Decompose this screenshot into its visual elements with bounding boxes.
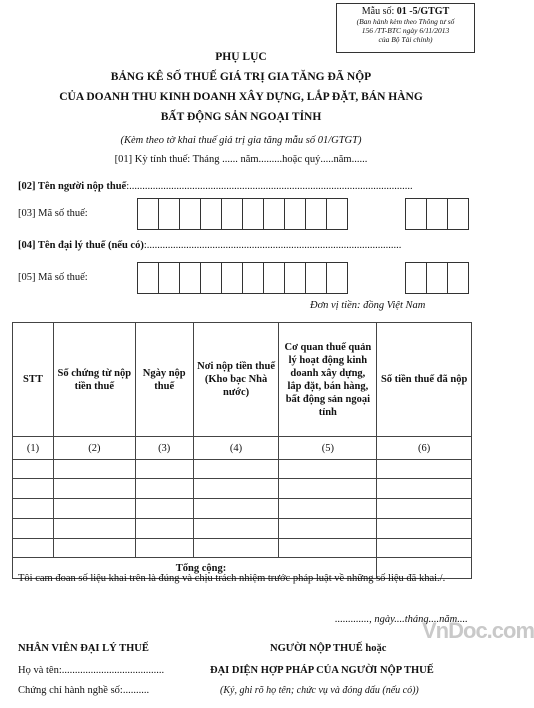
tax-period-line[interactable]: [01] Kỳ tính thuế: Tháng ...... năm.........hoặc quý.....năm...... <box>114 154 368 165</box>
title-line2: BẢNG KÊ SỐ THUẾ GIÁ TRỊ GIA TĂNG ĐÃ NỘP <box>110 71 372 83</box>
subtitle: (Kèm theo tờ khai thuế giá trị gia tăng mẫu số 01/GTGT) <box>120 135 362 146</box>
table-cell[interactable] <box>377 519 472 539</box>
digit-box[interactable] <box>179 198 201 230</box>
digit-box[interactable] <box>137 262 159 294</box>
taxpayer-name-dots: :............................................................................................................ <box>126 181 413 192</box>
taxpayer-title: NGƯỜI NỘP THUẾ hoặc <box>270 643 387 654</box>
digit-box[interactable] <box>284 262 306 294</box>
agent-cert-field[interactable]: Chứng chỉ hành nghề số:.......... <box>18 685 150 696</box>
table-row[interactable] <box>13 479 472 499</box>
table-cell[interactable] <box>193 479 279 499</box>
table-cell[interactable] <box>13 460 54 479</box>
table-cell[interactable] <box>53 519 135 539</box>
table-cell[interactable] <box>13 539 54 558</box>
form-code: Mẫu số: 01 -5/GTGT <box>361 6 450 17</box>
table-row[interactable] <box>13 499 472 519</box>
digit-box[interactable] <box>405 262 427 294</box>
table-cell[interactable] <box>13 499 54 519</box>
taxpayer-name-label: [02] Tên người nộp thuế <box>18 181 127 192</box>
table-cell[interactable] <box>193 519 279 539</box>
table-cell[interactable] <box>279 539 377 558</box>
table-cell[interactable] <box>279 460 377 479</box>
digit-box[interactable] <box>426 262 448 294</box>
table-cell[interactable] <box>377 460 472 479</box>
table-cell[interactable] <box>193 460 279 479</box>
title-line4: BẤT ĐỘNG SẢN NGOẠI TỈNH <box>160 111 322 123</box>
form-note-line2: 156 /TT-BTC ngày 6/11/2013 <box>361 26 450 35</box>
table-cell[interactable] <box>135 539 193 558</box>
digit-box[interactable] <box>305 262 327 294</box>
table-cell[interactable] <box>53 499 135 519</box>
table-cell[interactable] <box>279 479 377 499</box>
taxpayer-rep-title: ĐẠI DIỆN HỢP PHÁP CỦA NGƯỜI NỘP THUẾ <box>210 665 434 676</box>
agent-name-field[interactable]: Họ và tên:....................................... <box>18 665 165 676</box>
currency-unit: Đơn vị tiền: đồng Việt Nam <box>310 300 426 311</box>
table-cell[interactable] <box>53 539 135 558</box>
col-number: (6) <box>377 437 472 460</box>
digit-box[interactable] <box>200 262 222 294</box>
tax-paid-table <box>12 322 472 579</box>
digit-box[interactable] <box>179 262 201 294</box>
table-row[interactable] <box>13 519 472 539</box>
sign-date-line[interactable]: ............., ngày....tháng....năm.... <box>335 614 468 625</box>
form-code-box <box>336 3 475 53</box>
table-cell[interactable] <box>377 499 472 519</box>
table-cell[interactable] <box>53 479 135 499</box>
col-header-amount: Số tiền thuế đã nộp <box>377 323 472 437</box>
digit-box[interactable] <box>158 262 180 294</box>
table-cell[interactable] <box>193 499 279 519</box>
column-number-row <box>13 437 472 460</box>
table-row[interactable] <box>13 460 472 479</box>
col-number: (5) <box>279 437 377 460</box>
form-note-line3: của Bộ Tài chính) <box>378 35 433 44</box>
digit-box[interactable] <box>221 262 243 294</box>
table-cell[interactable] <box>135 479 193 499</box>
table-cell[interactable] <box>279 519 377 539</box>
taxpayer-name-field[interactable] <box>18 181 413 192</box>
digit-box[interactable] <box>158 198 180 230</box>
tax-agent-dots: :................................................................................................. <box>143 240 402 251</box>
col-number: (4) <box>193 437 279 460</box>
digit-box[interactable] <box>284 198 306 230</box>
form-note-line1: (Ban hành kèm theo Thông tư số <box>356 17 455 26</box>
col-number: (2) <box>53 437 135 460</box>
digit-box[interactable] <box>305 198 327 230</box>
digit-box[interactable] <box>263 198 285 230</box>
digit-box[interactable] <box>263 262 285 294</box>
table-cell[interactable] <box>135 460 193 479</box>
digit-box[interactable] <box>137 198 159 230</box>
title-line3: CỦA DOANH THU KINH DOANH XÂY DỰNG, LẮP ĐẶT, BÁN HÀNG <box>59 91 423 103</box>
digit-box[interactable] <box>405 198 427 230</box>
digit-box[interactable] <box>447 262 469 294</box>
agent-tax-code-label: [05] Mã số thuế: <box>18 272 88 283</box>
tax-agent-label: [04] Tên đại lý thuế (nếu có) <box>18 240 144 251</box>
tax-agent-field[interactable] <box>18 240 401 251</box>
tax-code-label: [03] Mã số thuế: <box>18 208 88 219</box>
col-header-tax-office: Cơ quan thuế quản lý hoạt động kinh doanh xây dựng, lắp đặt, bán hàng, bất động sản ngoại tỉnh <box>279 323 377 437</box>
vndoc-watermark: VnDoc.com <box>422 618 534 643</box>
digit-box[interactable] <box>426 198 448 230</box>
col-header-payment-date: Ngày nộp thuế <box>135 323 193 437</box>
table-row[interactable] <box>13 539 472 558</box>
title-appendix: PHỤ LỤC <box>215 51 267 63</box>
table-cell[interactable] <box>279 499 377 519</box>
total-label: Tổng cộng: <box>13 558 377 579</box>
table-cell[interactable] <box>135 499 193 519</box>
col-header-stt: STT <box>13 323 54 437</box>
table-cell[interactable] <box>13 519 54 539</box>
col-number: (1) <box>13 437 54 460</box>
taxpayer-sign-note: (Ký, ghi rõ họ tên; chức vụ và đóng dấu (nếu có)) <box>220 685 419 696</box>
tax-code-boxes-branch[interactable] <box>405 198 468 230</box>
table-cell[interactable] <box>13 479 54 499</box>
agent-tax-code-boxes-main[interactable] <box>137 262 347 294</box>
digit-box[interactable] <box>221 198 243 230</box>
table-cell[interactable] <box>135 519 193 539</box>
col-header-document-no: Số chứng từ nộp tiền thuế <box>53 323 135 437</box>
digit-box[interactable] <box>242 262 264 294</box>
digit-box[interactable] <box>326 262 348 294</box>
agent-tax-code-boxes-branch[interactable] <box>405 262 468 294</box>
col-header-payment-place: Nơi nộp tiền thuế (Kho bạc Nhà nước) <box>193 323 279 437</box>
digit-box[interactable] <box>447 198 469 230</box>
table-cell[interactable] <box>377 539 472 558</box>
digit-box[interactable] <box>242 198 264 230</box>
col-number: (3) <box>135 437 193 460</box>
digit-box[interactable] <box>200 198 222 230</box>
table-cell[interactable] <box>377 479 472 499</box>
table-cell[interactable] <box>53 460 135 479</box>
tax-code-boxes-main[interactable] <box>137 198 347 230</box>
table-cell[interactable] <box>193 539 279 558</box>
declaration-text: Tôi cam đoan số liệu khai trên là đúng và chịu trách nhiệm trước pháp luật về những số liệu đã khai./. <box>18 573 446 584</box>
digit-box[interactable] <box>326 198 348 230</box>
agent-title: NHÂN VIÊN ĐẠI LÝ THUẾ <box>18 643 149 654</box>
table-header-row <box>13 323 472 437</box>
